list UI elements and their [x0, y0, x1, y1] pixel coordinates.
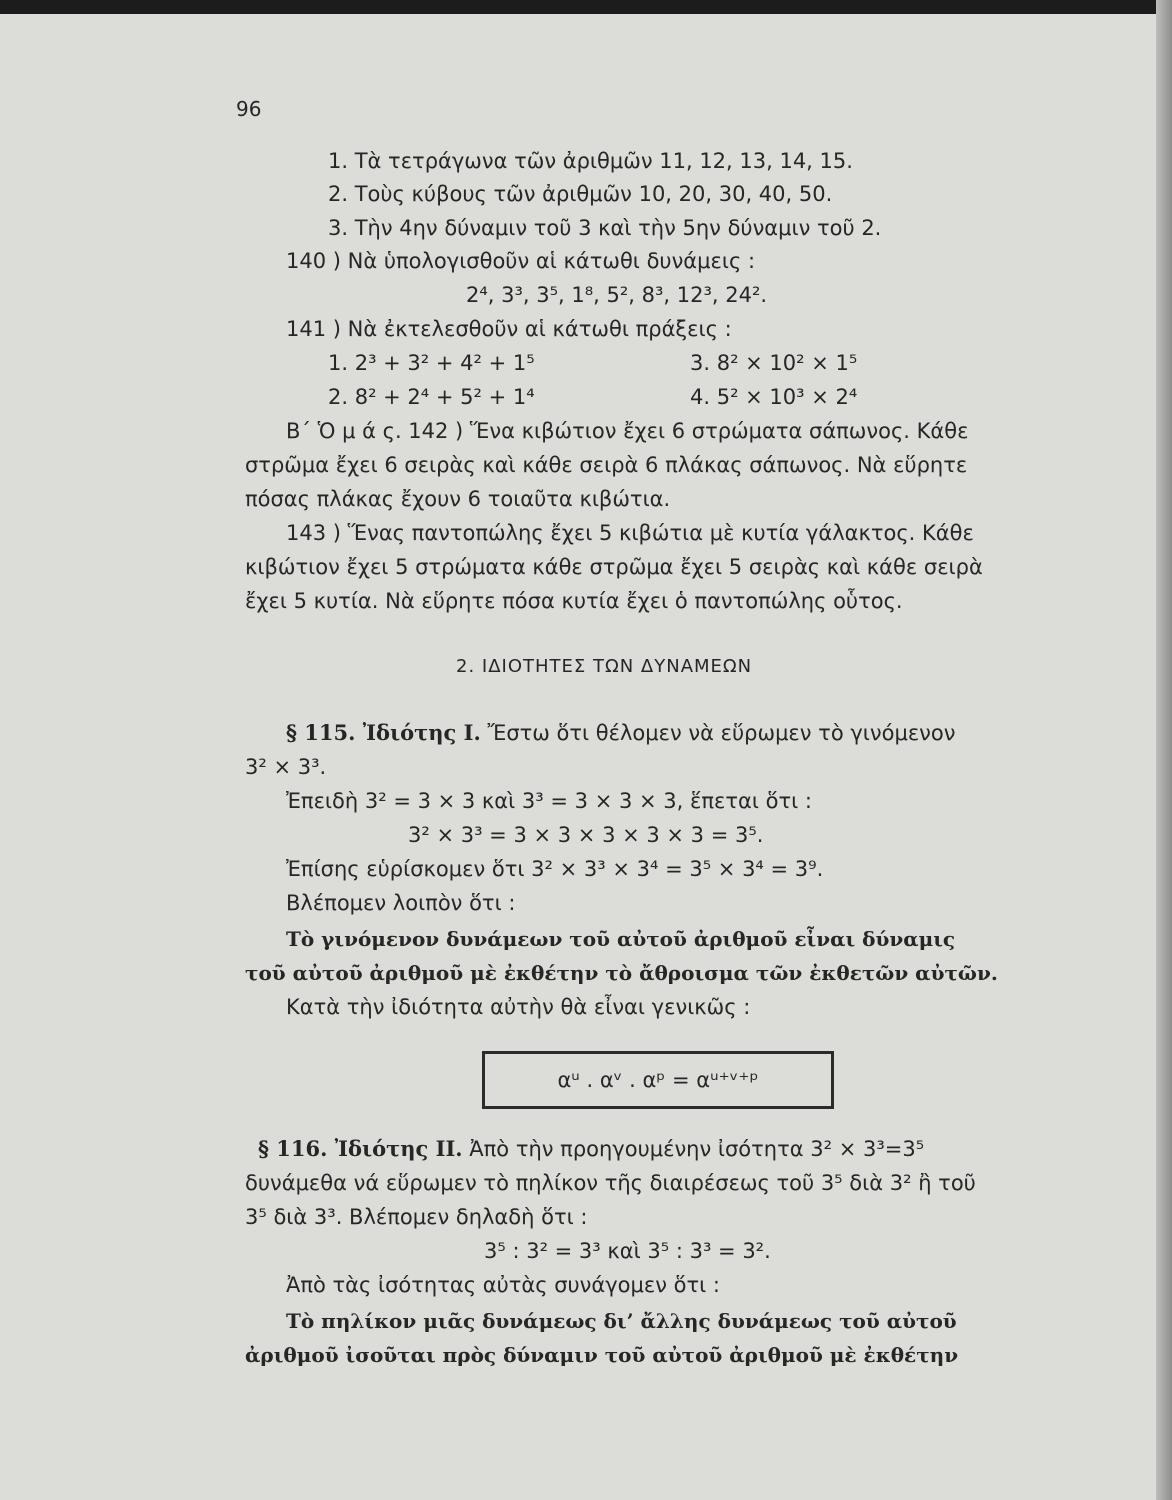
section-115-line3: Ἐπειδὴ 3² = 3 × 3 καὶ 3³ = 3 × 3 × 3, ἕπεται ὅτι : [286, 789, 812, 813]
exercise-141-op1: 1. 2³ + 3² + 4² + 1⁵ [328, 351, 535, 375]
section-115-label: § 115. Ἰδιότης I. [286, 720, 481, 745]
section-115-line7: Κατὰ τὴν ἰδιότητα αὐτὴν θὰ εἶναι γενικῶς : [286, 995, 751, 1019]
exercise-141-head: 141 ) Νὰ ἐκτελεσθοῦν αἱ κάτωθι πράξεις : [286, 317, 732, 341]
product-of-powers-formula: αᵘ . αᵛ . αᵖ = αᵘ⁺ᵛ⁺ᵖ [557, 1068, 759, 1092]
exercise-141-op4: 4. 5² × 10³ × 2⁴ [690, 385, 858, 409]
section-116-rule-line2: ἀριθμοῦ ἰσοῦται πρὸς δύναμιν τοῦ αὐτοῦ ἀριθμοῦ μὲ ἐκθέτην [245, 1343, 959, 1367]
page-number: 96 [236, 97, 262, 121]
section-115-line6: Βλέπομεν λοιπὸν ὅτι : [286, 891, 516, 915]
exercise-141-op3: 3. 8² × 10² × 1⁵ [690, 351, 858, 375]
section-115-line2: 3² × 3³. [245, 755, 327, 779]
section-115-rule-line1: Τὸ γινόμενον δυνάμεων τοῦ αὐτοῦ ἀριθμοῦ εἶναι δύναμις [286, 927, 956, 951]
exercise-item-2: 2. Τοὺς κύβους τῶν ἀριθμῶν 10, 20, 30, 40, 50. [328, 182, 833, 206]
section-115-intro: Ἔστω ὅτι θέλομεν νὰ εὕρωμεν τὸ γινόμενον [487, 721, 956, 745]
section-116-line1 [258, 1136, 924, 1162]
section-115-line5: Ἐπίσης εὑρίσκομεν ὅτι 3² × 3³ × 3⁴ = 3⁵ × 3⁴ = 3⁹. [286, 857, 824, 881]
section-116-line5: Ἀπὸ τὰς ἰσότητας αὐτὰς συνάγομεν ὅτι : [286, 1273, 720, 1297]
exercise-142-line2: στρῶμα ἔχει 6 σειρὰς καὶ κάθε σειρὰ 6 πλάκας σάπωνος. Νὰ εὕρητε [245, 453, 968, 477]
section-116-rule-line1: Τὸ πηλίκον μιᾶς δυνάμεως δι’ ἄλλης δυνάμεως τοῦ αὐτοῦ [286, 1309, 957, 1333]
book-page [0, 14, 1156, 1500]
section-116-equation: 3⁵ : 3² = 3³ καὶ 3⁵ : 3³ = 3². [484, 1239, 771, 1263]
exercise-140-head: 140 ) Νὰ ὑπολογισθοῦν αἱ κάτωθι δυνάμεις : [286, 249, 756, 273]
exercise-142-line3: πόσας πλάκας ἔχουν 6 τοιαῦτα κιβώτια. [245, 487, 671, 511]
section-116-label: § 116. Ἰδιότης II. [258, 1136, 463, 1161]
section-116-line2: δυνάμεθα νά εὕρωμεν τὸ πηλίκον τῆς διαιρέσεως τοῦ 3⁵ διὰ 3² ἢ τοῦ [245, 1171, 976, 1195]
exercise-143-line3: ἔχει 5 κυτία. Νὰ εὕρητε πόσα κυτία ἔχει ὁ παντοπώλης οὗτος. [245, 589, 903, 613]
scan-top-edge [0, 0, 1172, 14]
section-115-equation: 3² × 3³ = 3 × 3 × 3 × 3 × 3 = 3⁵. [408, 823, 764, 847]
section-116-line3: 3⁵ διὰ 3³. Βλέπομεν δηλαδὴ ὅτι : [245, 1205, 588, 1229]
section-heading: 2. ΙΔΙΟΤΗΤΕΣ ΤΩΝ ΔΥΝΑΜΕΩΝ [456, 656, 753, 677]
exercise-141-op2: 2. 8² + 2⁴ + 5² + 1⁴ [328, 385, 535, 409]
exercise-140-powers: 2⁴, 3³, 3⁵, 1⁸, 5², 8³, 12³, 24². [466, 283, 768, 307]
section-116-intro: Ἀπὸ τὴν προηγουμένην ἰσότητα 3² × 3³=3⁵ [469, 1137, 925, 1161]
scan-right-edge [1156, 0, 1172, 1500]
section-115-rule-line2: τοῦ αὐτοῦ ἀριθμοῦ μὲ ἐκθέτην τὸ ἄθροισμα τῶν ἐκθετῶν αὐτῶν. [245, 961, 998, 985]
exercise-143-line1: 143 ) Ἕνας παντοπώλης ἔχει 5 κιβώτια μὲ κυτία γάλακτος. Κάθε [286, 521, 974, 545]
exercise-item-3: 3. Τὴν 4ην δύναμιν τοῦ 3 καὶ τὴν 5ην δύναμιν τοῦ 2. [328, 216, 882, 240]
exercise-item-1: 1. Τὰ τετράγωνα τῶν ἀριθμῶν 11, 12, 13, 14, 15. [328, 149, 853, 173]
formula-box [482, 1051, 834, 1109]
exercise-142-line1: Β΄ Ὁ μ ά ς. 142 ) Ἕνα κιβώτιον ἔχει 6 στρώματα σάπωνος. Κάθε [286, 419, 969, 443]
exercise-143-line2: κιβώτιον ἔχει 5 στρώματα κάθε στρῶμα ἔχει 5 σειρὰς καὶ κάθε σειρὰ [245, 555, 983, 579]
section-115-line1 [286, 720, 955, 746]
